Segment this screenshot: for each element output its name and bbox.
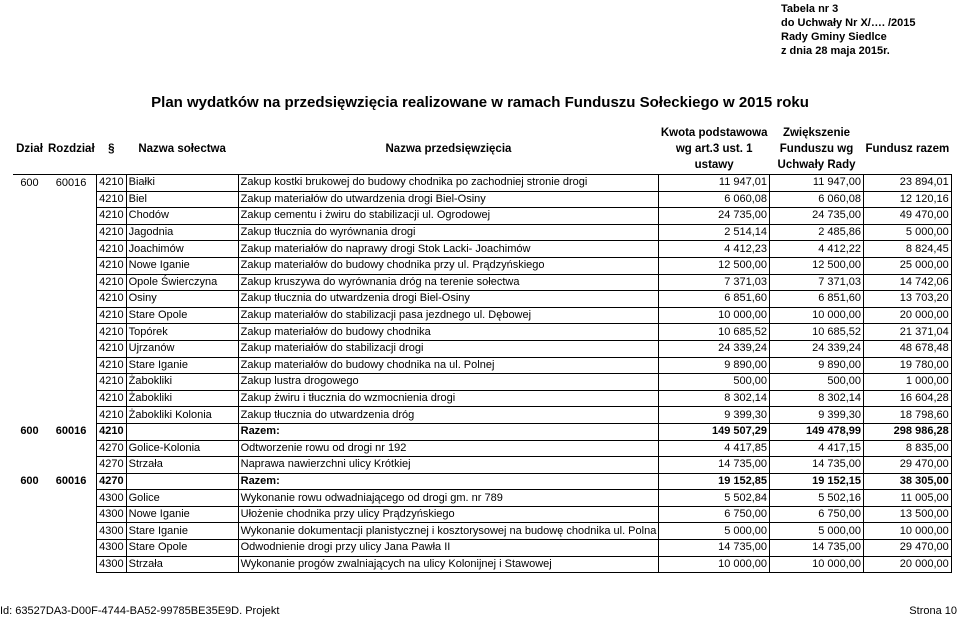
cell-solectwo: Żabokliki — [126, 374, 238, 391]
cell-paragraf: 4270 — [97, 457, 126, 474]
cell-kwota: 12 500,00 — [659, 257, 770, 274]
cell-solectwo: Ujrzanów — [126, 340, 238, 357]
cell-solectwo: Stare Opole — [126, 540, 238, 557]
col-header-dzial: Dział — [13, 124, 46, 175]
cell-dzial — [13, 407, 46, 424]
cell-paragraf: 4270 — [97, 473, 126, 490]
header-note-line: Tabela nr 3 — [781, 3, 839, 15]
cell-zwiekszenie: 149 478,99 — [770, 423, 864, 440]
cell-kwota: 6 851,60 — [659, 291, 770, 308]
table-sum-row — [13, 423, 951, 440]
cell-rozdzial — [46, 307, 97, 324]
cell-rozdzial: 60016 — [55, 425, 87, 438]
table-row — [13, 407, 951, 424]
cell-rozdzial — [46, 324, 97, 341]
col-header-kwota-line: Kwota podstawowa — [660, 127, 768, 139]
cell-solectwo: Strzała — [126, 556, 238, 573]
cell-dzial — [13, 274, 46, 291]
cell-zwiekszenie: 14 735,00 — [770, 457, 864, 474]
cell-kwota: 24 735,00 — [659, 208, 770, 225]
cell-solectwo — [126, 473, 238, 490]
cell-razem: 20 000,00 — [864, 556, 952, 573]
cell-paragraf: 4210 — [97, 191, 126, 208]
cell-razem: 29 470,00 — [864, 540, 952, 557]
cell-solectwo: Opole Świerczyna — [126, 274, 238, 291]
cell-rozdzial — [46, 191, 97, 208]
cell-paragraf: 4210 — [97, 175, 126, 192]
cell-przedsiewziecie: Zakup materiałów do stabilizacji pasa jezdnego ul. Dębowej — [238, 307, 659, 324]
table-row — [13, 257, 951, 274]
cell-dzial: 600 — [20, 176, 39, 189]
cell-zwiekszenie: 10 685,52 — [770, 324, 864, 341]
cell-dzial — [13, 257, 46, 274]
cell-razem: 19 780,00 — [864, 357, 952, 374]
cell-zwiekszenie: 5 502,16 — [770, 490, 864, 507]
cell-solectwo: Biel — [126, 191, 238, 208]
cell-zwiekszenie: 4 412,22 — [770, 241, 864, 258]
cell-solectwo: Osiny — [126, 291, 238, 308]
cell-kwota: 4 412,23 — [659, 241, 770, 258]
cell-dzial — [13, 241, 46, 258]
col-header-solectwo: Nazwa sołectwa — [126, 124, 238, 175]
cell-paragraf: 4300 — [97, 523, 126, 540]
cell-dzial — [13, 540, 46, 557]
cell-paragraf: 4210 — [97, 224, 126, 241]
cell-przedsiewziecie: Zakup materiałów do budowy chodnika na ul. Polnej — [238, 357, 659, 374]
header-note — [781, 2, 916, 58]
table-row — [13, 340, 951, 357]
cell-przedsiewziecie: Wykonanie rowu odwadniającego od drogi gm. nr 789 — [238, 490, 659, 507]
cell-rozdzial — [46, 241, 97, 258]
cell-solectwo: Stare Iganie — [126, 523, 238, 540]
cell-solectwo: Jagodnia — [126, 224, 238, 241]
cell-przedsiewziecie: Razem: — [238, 473, 659, 490]
col-header-zwiekszenie — [770, 124, 864, 175]
cell-solectwo — [126, 423, 238, 440]
cell-solectwo: Golice — [126, 490, 238, 507]
cell-rozdzial — [46, 407, 97, 424]
table-row — [13, 440, 951, 457]
col-header-zwiek-line: Uchwały Rady — [777, 159, 856, 171]
cell-rozdzial — [46, 291, 97, 308]
table-header-row — [13, 124, 951, 175]
cell-rozdzial — [46, 224, 97, 241]
cell-dzial — [13, 440, 46, 457]
cell-razem: 11 005,00 — [864, 490, 952, 507]
cell-zwiekszenie: 10 000,00 — [770, 307, 864, 324]
col-header-zwiek-line: Zwiększenie — [782, 127, 851, 139]
table-sum-row — [13, 473, 951, 490]
cell-rozdzial — [46, 274, 97, 291]
cell-zwiekszenie: 6 060,08 — [770, 191, 864, 208]
cell-paragraf: 4210 — [97, 407, 126, 424]
cell-zwiekszenie: 4 417,15 — [770, 440, 864, 457]
table-row — [13, 523, 951, 540]
cell-kwota: 14 735,00 — [659, 457, 770, 474]
cell-rozdzial — [46, 257, 97, 274]
cell-przedsiewziecie: Naprawa nawierzchni ulicy Krótkiej — [238, 457, 659, 474]
cell-dzial: 600 — [20, 425, 39, 438]
cell-kwota: 14 735,00 — [659, 540, 770, 557]
cell-solectwo: Strzała — [126, 457, 238, 474]
cell-zwiekszenie: 500,00 — [770, 374, 864, 391]
cell-razem: 14 742,06 — [864, 274, 952, 291]
cell-rozdzial — [46, 340, 97, 357]
footer-id: Id: 63527DA3-D00F-4744-BA52-99785BE35E9D. Projekt — [0, 605, 280, 617]
table-row — [13, 291, 951, 308]
cell-zwiekszenie: 10 000,00 — [770, 556, 864, 573]
table-row — [13, 224, 951, 241]
header-note-line: z dnia 28 maja 2015r. — [781, 45, 890, 57]
cell-razem: 16 604,28 — [864, 390, 952, 407]
cell-razem: 48 678,48 — [864, 340, 952, 357]
cell-solectwo: Białki — [126, 175, 238, 192]
cell-zwiekszenie: 9 890,00 — [770, 357, 864, 374]
cell-przedsiewziecie: Zakup materiałów do stabilizacji drogi — [238, 340, 659, 357]
cell-zwiekszenie: 24 735,00 — [770, 208, 864, 225]
cell-przedsiewziecie: Zakup tłucznia do utwardzenia dróg — [238, 407, 659, 424]
cell-razem: 5 000,00 — [864, 224, 952, 241]
cell-solectwo: Chodów — [126, 208, 238, 225]
cell-zwiekszenie: 9 399,30 — [770, 407, 864, 424]
table-row — [13, 357, 951, 374]
cell-kwota: 19 152,85 — [659, 473, 770, 490]
cell-paragraf: 4210 — [97, 291, 126, 308]
cell-paragraf: 4210 — [97, 340, 126, 357]
cell-zwiekszenie: 2 485,86 — [770, 224, 864, 241]
col-header-paragraf: § — [97, 124, 126, 175]
cell-zwiekszenie: 8 302,14 — [770, 390, 864, 407]
cell-przedsiewziecie: Zakup materiałów do budowy chodnika — [238, 324, 659, 341]
col-header-rozdzial: Rozdział — [46, 124, 97, 175]
col-header-przedsiewziecie: Nazwa przedsięwzięcia — [238, 124, 659, 175]
cell-przedsiewziecie: Zakup cementu i żwiru do stabilizacji ul. Ogrodowej — [238, 208, 659, 225]
cell-zwiekszenie: 7 371,03 — [770, 274, 864, 291]
cell-zwiekszenie: 5 000,00 — [770, 523, 864, 540]
cell-paragraf: 4210 — [97, 208, 126, 225]
table-row — [13, 307, 951, 324]
cell-dzial: 600 — [20, 474, 39, 487]
cell-kwota: 2 514,14 — [659, 224, 770, 241]
cell-kwota: 4 417,85 — [659, 440, 770, 457]
table-row — [13, 324, 951, 341]
cell-przedsiewziecie: Odtworzenie rowu od drogi nr 192 — [238, 440, 659, 457]
cell-paragraf: 4210 — [97, 423, 126, 440]
cell-przedsiewziecie: Zakup materiałów do budowy chodnika przy ul. Prądzyńskiego — [238, 257, 659, 274]
cell-kwota: 9 890,00 — [659, 357, 770, 374]
cell-kwota: 9 399,30 — [659, 407, 770, 424]
cell-zwiekszenie: 24 339,24 — [770, 340, 864, 357]
page-title: Plan wydatków na przedsięwzięcia realizowane w ramach Funduszu Sołeckiego w 2015 roku — [151, 94, 809, 111]
table-row — [13, 556, 951, 573]
cell-kwota: 5 502,84 — [659, 490, 770, 507]
cell-przedsiewziecie: Zakup materiałów do naprawy drogi Stok Lacki- Joachimów — [238, 241, 659, 258]
cell-kwota: 6 750,00 — [659, 506, 770, 523]
cell-paragraf: 4300 — [97, 556, 126, 573]
cell-zwiekszenie: 19 152,15 — [770, 473, 864, 490]
cell-dzial — [13, 357, 46, 374]
cell-razem: 18 798,60 — [864, 407, 952, 424]
cell-kwota: 7 371,03 — [659, 274, 770, 291]
cell-rozdzial: 60016 — [55, 176, 87, 189]
cell-rozdzial — [46, 390, 97, 407]
table-row — [13, 175, 951, 192]
table-row — [13, 374, 951, 391]
cell-dzial — [13, 324, 46, 341]
cell-razem: 13 703,20 — [864, 291, 952, 308]
cell-kwota: 11 947,01 — [659, 175, 770, 192]
cell-rozdzial — [46, 506, 97, 523]
cell-przedsiewziecie: Zakup materiałów do utwardzenia drogi Biel-Osiny — [238, 191, 659, 208]
cell-razem: 1 000,00 — [864, 374, 952, 391]
cell-dzial — [13, 208, 46, 225]
cell-razem: 10 000,00 — [864, 523, 952, 540]
cell-rozdzial: 60016 — [55, 474, 87, 487]
table-row — [13, 390, 951, 407]
cell-kwota: 6 060,08 — [659, 191, 770, 208]
cell-dzial — [13, 224, 46, 241]
cell-kwota: 8 302,14 — [659, 390, 770, 407]
table-row — [13, 506, 951, 523]
cell-rozdzial — [46, 540, 97, 557]
cell-razem: 20 000,00 — [864, 307, 952, 324]
cell-razem: 298 986,28 — [864, 423, 952, 440]
cell-solectwo: Stare Iganie — [126, 357, 238, 374]
cell-paragraf: 4210 — [97, 374, 126, 391]
cell-przedsiewziecie: Wykonanie dokumentacji planistycznej i kosztorysowej na budowę chodnika ul. Polna — [238, 523, 659, 540]
table-row — [13, 191, 951, 208]
cell-paragraf: 4210 — [97, 357, 126, 374]
cell-paragraf: 4210 — [97, 241, 126, 258]
table-row — [13, 457, 951, 474]
cell-rozdzial — [46, 374, 97, 391]
footer-page: Strona 10 — [909, 605, 957, 617]
col-header-kwota-line: wg art.3 ust. 1 — [675, 143, 753, 155]
cell-kwota: 149 507,29 — [659, 423, 770, 440]
header-note-line: do Uchwały Nr X/…. /2015 — [781, 17, 916, 29]
cell-razem: 12 120,16 — [864, 191, 952, 208]
cell-przedsiewziecie: Zakup tłucznia do wyrównania drogi — [238, 224, 659, 241]
cell-paragraf: 4270 — [97, 440, 126, 457]
cell-rozdzial — [46, 440, 97, 457]
cell-dzial — [13, 390, 46, 407]
cell-solectwo: Nowe Iganie — [126, 506, 238, 523]
cell-razem: 21 371,04 — [864, 324, 952, 341]
cell-rozdzial — [46, 357, 97, 374]
col-header-kwota — [659, 124, 770, 175]
cell-przedsiewziecie: Ułożenie chodnika przy ulicy Prądzyńskiego — [238, 506, 659, 523]
cell-przedsiewziecie: Zakup kruszywa do wyrównania dróg na terenie sołectwa — [238, 274, 659, 291]
cell-dzial — [13, 340, 46, 357]
cell-przedsiewziecie: Zakup tłucznia do utwardzenia drogi Biel-Osiny — [238, 291, 659, 308]
cell-rozdzial — [46, 490, 97, 507]
cell-dzial — [13, 523, 46, 540]
expenditure-table — [13, 124, 952, 573]
table-row — [13, 241, 951, 258]
cell-kwota: 500,00 — [659, 374, 770, 391]
cell-razem: 8 835,00 — [864, 440, 952, 457]
cell-rozdzial — [46, 523, 97, 540]
cell-przedsiewziecie: Wykonanie progów zwalniających na ulicy Kolonijnej i Stawowej — [238, 556, 659, 573]
table-row — [13, 208, 951, 225]
cell-razem: 29 470,00 — [864, 457, 952, 474]
cell-przedsiewziecie: Zakup kostki brukowej do budowy chodnika po zachodniej stronie drogi — [238, 175, 659, 192]
cell-dzial — [13, 374, 46, 391]
cell-solectwo: Joachimów — [126, 241, 238, 258]
cell-paragraf: 4300 — [97, 540, 126, 557]
table-row — [13, 540, 951, 557]
cell-dzial — [13, 457, 46, 474]
cell-kwota: 10 000,00 — [659, 307, 770, 324]
cell-dzial — [13, 506, 46, 523]
cell-dzial — [13, 490, 46, 507]
cell-kwota: 24 339,24 — [659, 340, 770, 357]
cell-przedsiewziecie: Odwodnienie drogi przy ulicy Jana Pawła II — [238, 540, 659, 557]
cell-razem: 8 824,45 — [864, 241, 952, 258]
cell-dzial — [13, 291, 46, 308]
cell-paragraf: 4210 — [97, 324, 126, 341]
cell-paragraf: 4210 — [97, 390, 126, 407]
cell-kwota: 10 000,00 — [659, 556, 770, 573]
cell-zwiekszenie: 6 750,00 — [770, 506, 864, 523]
cell-paragraf: 4210 — [97, 257, 126, 274]
cell-paragraf: 4210 — [97, 274, 126, 291]
cell-paragraf: 4210 — [97, 307, 126, 324]
table-row — [13, 490, 951, 507]
cell-razem: 49 470,00 — [864, 208, 952, 225]
col-header-razem: Fundusz razem — [864, 124, 952, 175]
header-note-line: Rady Gminy Siedlce — [781, 31, 887, 43]
cell-dzial — [13, 191, 46, 208]
col-header-zwiek-line: Funduszu wg — [779, 143, 854, 155]
table-row — [13, 274, 951, 291]
cell-paragraf: 4300 — [97, 506, 126, 523]
cell-zwiekszenie: 11 947,00 — [770, 175, 864, 192]
cell-przedsiewziecie: Razem: — [238, 423, 659, 440]
cell-solectwo: Golice-Kolonia — [126, 440, 238, 457]
cell-kwota: 10 685,52 — [659, 324, 770, 341]
cell-rozdzial — [46, 457, 97, 474]
cell-solectwo: Topórek — [126, 324, 238, 341]
cell-kwota: 5 000,00 — [659, 523, 770, 540]
col-header-kwota-line: ustawy — [694, 159, 734, 171]
cell-solectwo: Żabokliki Kolonia — [126, 407, 238, 424]
cell-rozdzial — [46, 208, 97, 225]
cell-razem: 25 000,00 — [864, 257, 952, 274]
cell-solectwo: Nowe Iganie — [126, 257, 238, 274]
cell-razem: 13 500,00 — [864, 506, 952, 523]
cell-przedsiewziecie: Zakup lustra drogowego — [238, 374, 659, 391]
cell-rozdzial — [46, 556, 97, 573]
cell-solectwo: Żabokliki — [126, 390, 238, 407]
cell-solectwo: Stare Opole — [126, 307, 238, 324]
cell-zwiekszenie: 12 500,00 — [770, 257, 864, 274]
cell-razem: 23 894,01 — [864, 175, 952, 192]
cell-zwiekszenie: 6 851,60 — [770, 291, 864, 308]
cell-zwiekszenie: 14 735,00 — [770, 540, 864, 557]
cell-dzial — [13, 556, 46, 573]
cell-razem: 38 305,00 — [864, 473, 952, 490]
cell-przedsiewziecie: Zakup żwiru i tłucznia do wzmocnienia drogi — [238, 390, 659, 407]
cell-paragraf: 4300 — [97, 490, 126, 507]
cell-dzial — [13, 307, 46, 324]
